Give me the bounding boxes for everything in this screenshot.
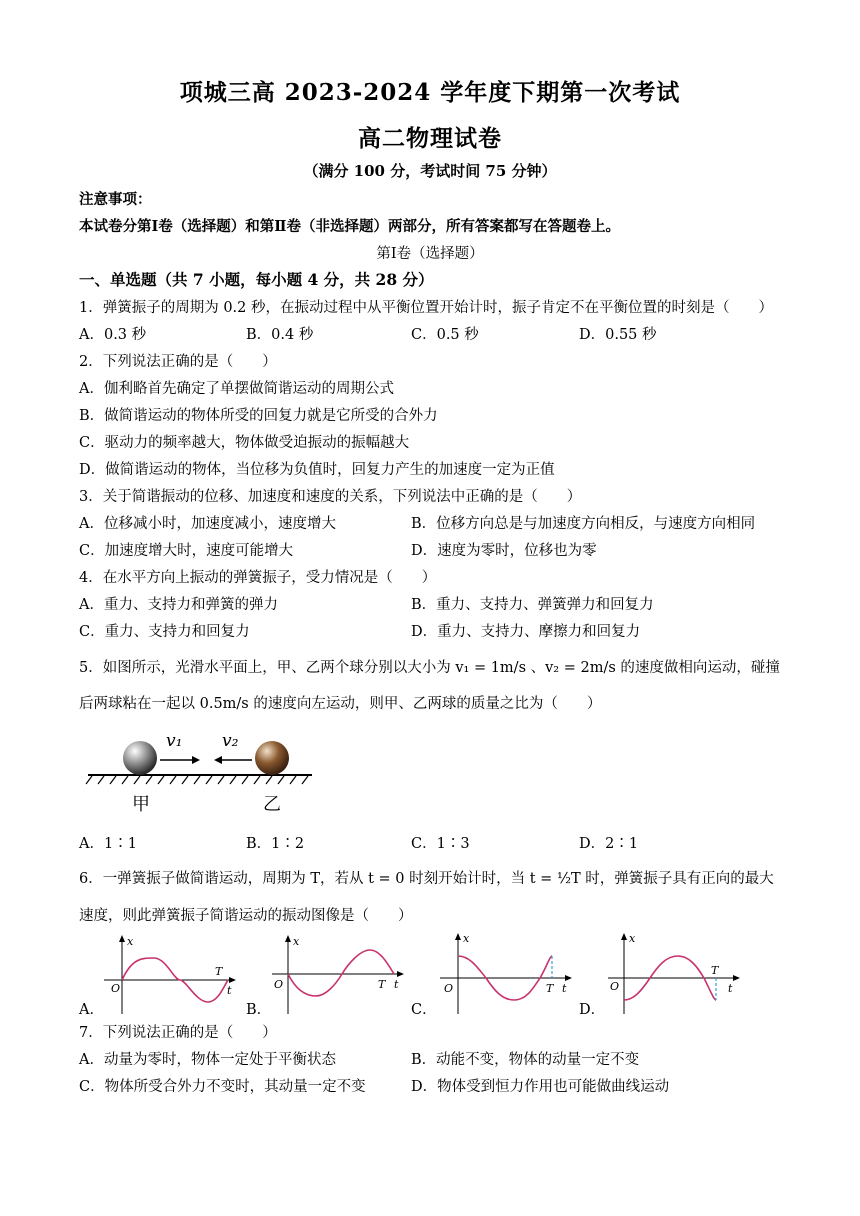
q4-option-c: C．重力、支持力和回复力: [79, 624, 250, 640]
q5-option-c: C．1∶3: [411, 836, 470, 852]
notice-text: 本试卷分第Ⅰ卷（选择题）和第Ⅱ卷（非选择题）两部分，所有答案都写在答题卷上。: [79, 218, 620, 235]
arrow-v2-head: [214, 756, 222, 764]
q6-graph-b: [268, 928, 408, 1018]
label-v1: v₁: [166, 731, 183, 751]
q1-option-c: C．0.5 秒: [411, 327, 479, 343]
svg-text:x: x: [629, 932, 636, 945]
q4-option-b: B．重力、支持力、弹簧弹力和回复力: [411, 597, 654, 613]
q7-option-d: D．物体受到恒力作用也可能做曲线运动: [411, 1079, 670, 1095]
q7-option-b: B．动能不变，物体的动量一定不变: [411, 1052, 640, 1068]
svg-text:O: O: [274, 978, 284, 991]
q1-option-d: D．0.55 秒: [579, 327, 657, 343]
q5-stem-line2: 后两球粘在一起以 0.5m/s 的速度向左运动，则甲、乙两球的质量之比为（ ）: [79, 696, 602, 712]
exam-title: 项城三高 2023-2024 学年度下期第一次考试: [179, 79, 681, 106]
q1-option-a: A．0.3 秒: [79, 327, 147, 343]
q5-option-d: D．2∶1: [579, 836, 639, 852]
svg-text:x: x: [463, 932, 470, 945]
q5-option-b: B．1∶2: [246, 836, 305, 852]
q7-stem: 7．下列说法正确的是（ ）: [79, 1025, 277, 1041]
ground-hatching: [86, 776, 308, 784]
svg-text:t: t: [728, 982, 733, 995]
exam-info: （满分 100 分，考试时间 75 分钟）: [303, 162, 557, 180]
q1-option-b: B．0.4 秒: [246, 327, 314, 343]
exam-subject-title: 高二物理试卷: [358, 125, 502, 152]
svg-text:t: t: [394, 978, 399, 991]
svg-text:t: t: [227, 984, 232, 997]
q5-collision-figure: [80, 722, 320, 822]
q4-option-a: A．重力、支持力和弹簧的弹力: [79, 597, 278, 613]
q6-graph-d: [604, 928, 744, 1018]
q5-stem-line1: 5．如图所示，光滑水平面上，甲、乙两个球分别以大小为 v₁ = 1m/s 、v₂ = 2m/s 的速度做相向运动，碰撞: [79, 660, 780, 676]
svg-text:T: T: [378, 978, 386, 991]
q6-stem-line1: 6．一弹簧振子做简谐运动，周期为 T，若从 t = 0 时刻开始计时，当 t = ½T 时，弹簧振子具有正向的最大: [79, 871, 774, 887]
q6-graph-c: [436, 928, 576, 1018]
section-heading: 一、单选题（共 7 小题，每小题 4 分，共 28 分）: [79, 270, 434, 289]
q2-stem: 2．下列说法正确的是（ ）: [79, 354, 277, 370]
svg-text:T: T: [711, 964, 719, 977]
q3-option-b: B．位移方向总是与加速度方向相反，与速度方向相同: [411, 516, 756, 532]
q7-option-a: A．动量为零时，物体一定处于平衡状态: [79, 1052, 336, 1068]
svg-text:O: O: [111, 982, 121, 995]
label-yi: 乙: [263, 794, 281, 815]
ball-yi: [255, 741, 289, 775]
svg-text:O: O: [444, 982, 454, 995]
svg-text:O: O: [610, 980, 620, 993]
q3-option-d: D．速度为零时，位移也为零: [411, 543, 597, 559]
q2-option-a: A．伽利略首先确定了单摆做简谐运动的周期公式: [79, 381, 394, 397]
part-title: 第Ⅰ卷（选择题）: [376, 246, 484, 262]
q4-stem: 4．在水平方向上振动的弹簧振子，受力情况是（ ）: [79, 570, 437, 586]
arrow-v1-head: [192, 756, 200, 764]
svg-text:x: x: [293, 935, 300, 948]
q6-stem-line2: 速度，则此弹簧振子简谐运动的振动图像是（ ）: [79, 908, 413, 924]
q6-option-a: A．: [79, 1002, 104, 1018]
q6-option-d: D．: [579, 1002, 606, 1018]
q5-option-a: A．1∶1: [79, 836, 137, 852]
notice-heading: 注意事项：: [79, 191, 152, 208]
q3-stem: 3．关于简谐振动的位移、加速度和速度的关系，下列说法中正确的是（ ）: [79, 489, 582, 505]
q3-option-c: C．加速度增大时，速度可能增大: [79, 543, 294, 559]
q7-option-c: C．物体所受合外力不变时，其动量一定不变: [79, 1079, 366, 1095]
q2-option-b: B．做简谐运动的物体所受的回复力就是它所受的合外力: [79, 408, 438, 424]
q2-option-d: D．做简谐运动的物体，当位移为负值时，回复力产生的加速度一定为正值: [79, 462, 555, 478]
q4-option-d: D．重力、支持力、摩擦力和回复力: [411, 624, 641, 640]
svg-text:t: t: [562, 982, 567, 995]
q6-option-b: B．: [246, 1002, 272, 1018]
svg-text:T: T: [546, 982, 554, 995]
ball-jia: [123, 741, 157, 775]
svg-text:x: x: [127, 935, 134, 948]
q6-option-c: C．: [411, 1002, 437, 1018]
q6-graph-a: [100, 928, 240, 1018]
label-v2: v₂: [222, 731, 239, 751]
q1-stem: 1．弹簧振子的周期为 0.2 秒，在振动过程中从平衡位置开始计时，振子肯定不在平衡位置的时刻是（ ）: [79, 300, 773, 316]
svg-text:T: T: [215, 965, 223, 978]
q2-option-c: C．驱动力的频率越大，物体做受迫振动的振幅越大: [79, 435, 410, 451]
q3-option-a: A．位移减小时，加速度减小，速度增大: [79, 516, 336, 532]
label-jia: 甲: [132, 794, 150, 815]
